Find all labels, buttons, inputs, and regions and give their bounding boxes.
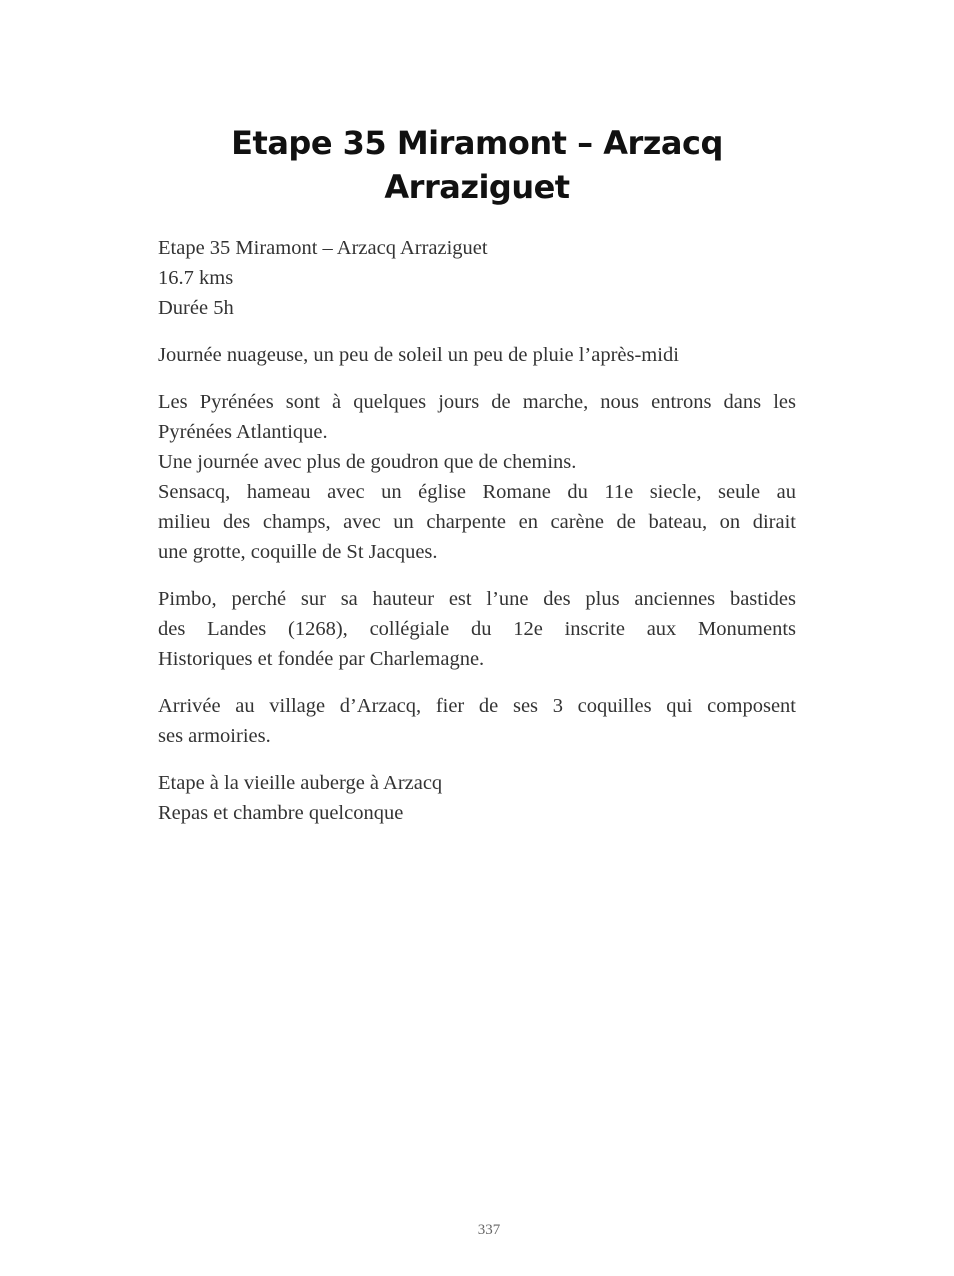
pimbo-line-1: Pimbo, perché sur sa hauteur est l’une des plus anciennes bastides bbox=[158, 588, 796, 610]
weather-text: Journée nuageuse, un peu de soleil un peu de pluie l’après-midi bbox=[158, 344, 679, 366]
pyrenees-line-5: milieu des champs, avec un charpente en carène de bateau, on dirait bbox=[158, 511, 796, 533]
lodging-paragraph bbox=[158, 768, 796, 828]
pyrenees-line-4: Sensacq, hameau avec un église Romane du 11e siecle, seule au bbox=[158, 481, 796, 503]
pimbo-paragraph bbox=[158, 584, 796, 674]
page-number: 337 bbox=[477, 1222, 501, 1238]
pyrenees-line-6: une grotte, coquille de St Jacques. bbox=[158, 541, 438, 563]
arrival-line-1: Arrivée au village d’Arzacq, fier de ses 3 coquilles qui composent bbox=[158, 695, 796, 717]
pyrenees-paragraph bbox=[158, 387, 796, 567]
intro-paragraph bbox=[158, 233, 796, 323]
intro-stage-name: Etape 35 Miramont – Arzacq Arraziguet bbox=[158, 237, 488, 259]
arrival-paragraph bbox=[158, 691, 796, 751]
pyrenees-line-1: Les Pyrénées sont à quelques jours de marche, nous entrons dans les bbox=[158, 391, 796, 413]
intro-duration: Durée 5h bbox=[158, 297, 234, 319]
arrival-line-2: ses armoiries. bbox=[158, 725, 271, 747]
page-title bbox=[157, 121, 797, 209]
pyrenees-line-3: Une journée avec plus de goudron que de chemins. bbox=[158, 451, 577, 473]
page-title-line-1: Etape 35 Miramont – Arzacq bbox=[231, 124, 723, 162]
pimbo-line-2: des Landes (1268), collégiale du 12e inscrite aux Monuments bbox=[158, 618, 796, 640]
lodging-line-1: Etape à la vieille auberge à Arzacq bbox=[158, 772, 443, 794]
intro-distance: 16.7 kms bbox=[158, 267, 234, 289]
document-body bbox=[158, 233, 796, 845]
pimbo-line-3: Historiques et fondée par Charlemagne. bbox=[158, 648, 485, 670]
weather-paragraph bbox=[158, 340, 796, 370]
lodging-line-2: Repas et chambre quelconque bbox=[158, 802, 404, 824]
page-title-line-2: Arraziguet bbox=[384, 168, 570, 206]
pyrenees-line-2: Pyrénées Atlantique. bbox=[158, 421, 328, 443]
